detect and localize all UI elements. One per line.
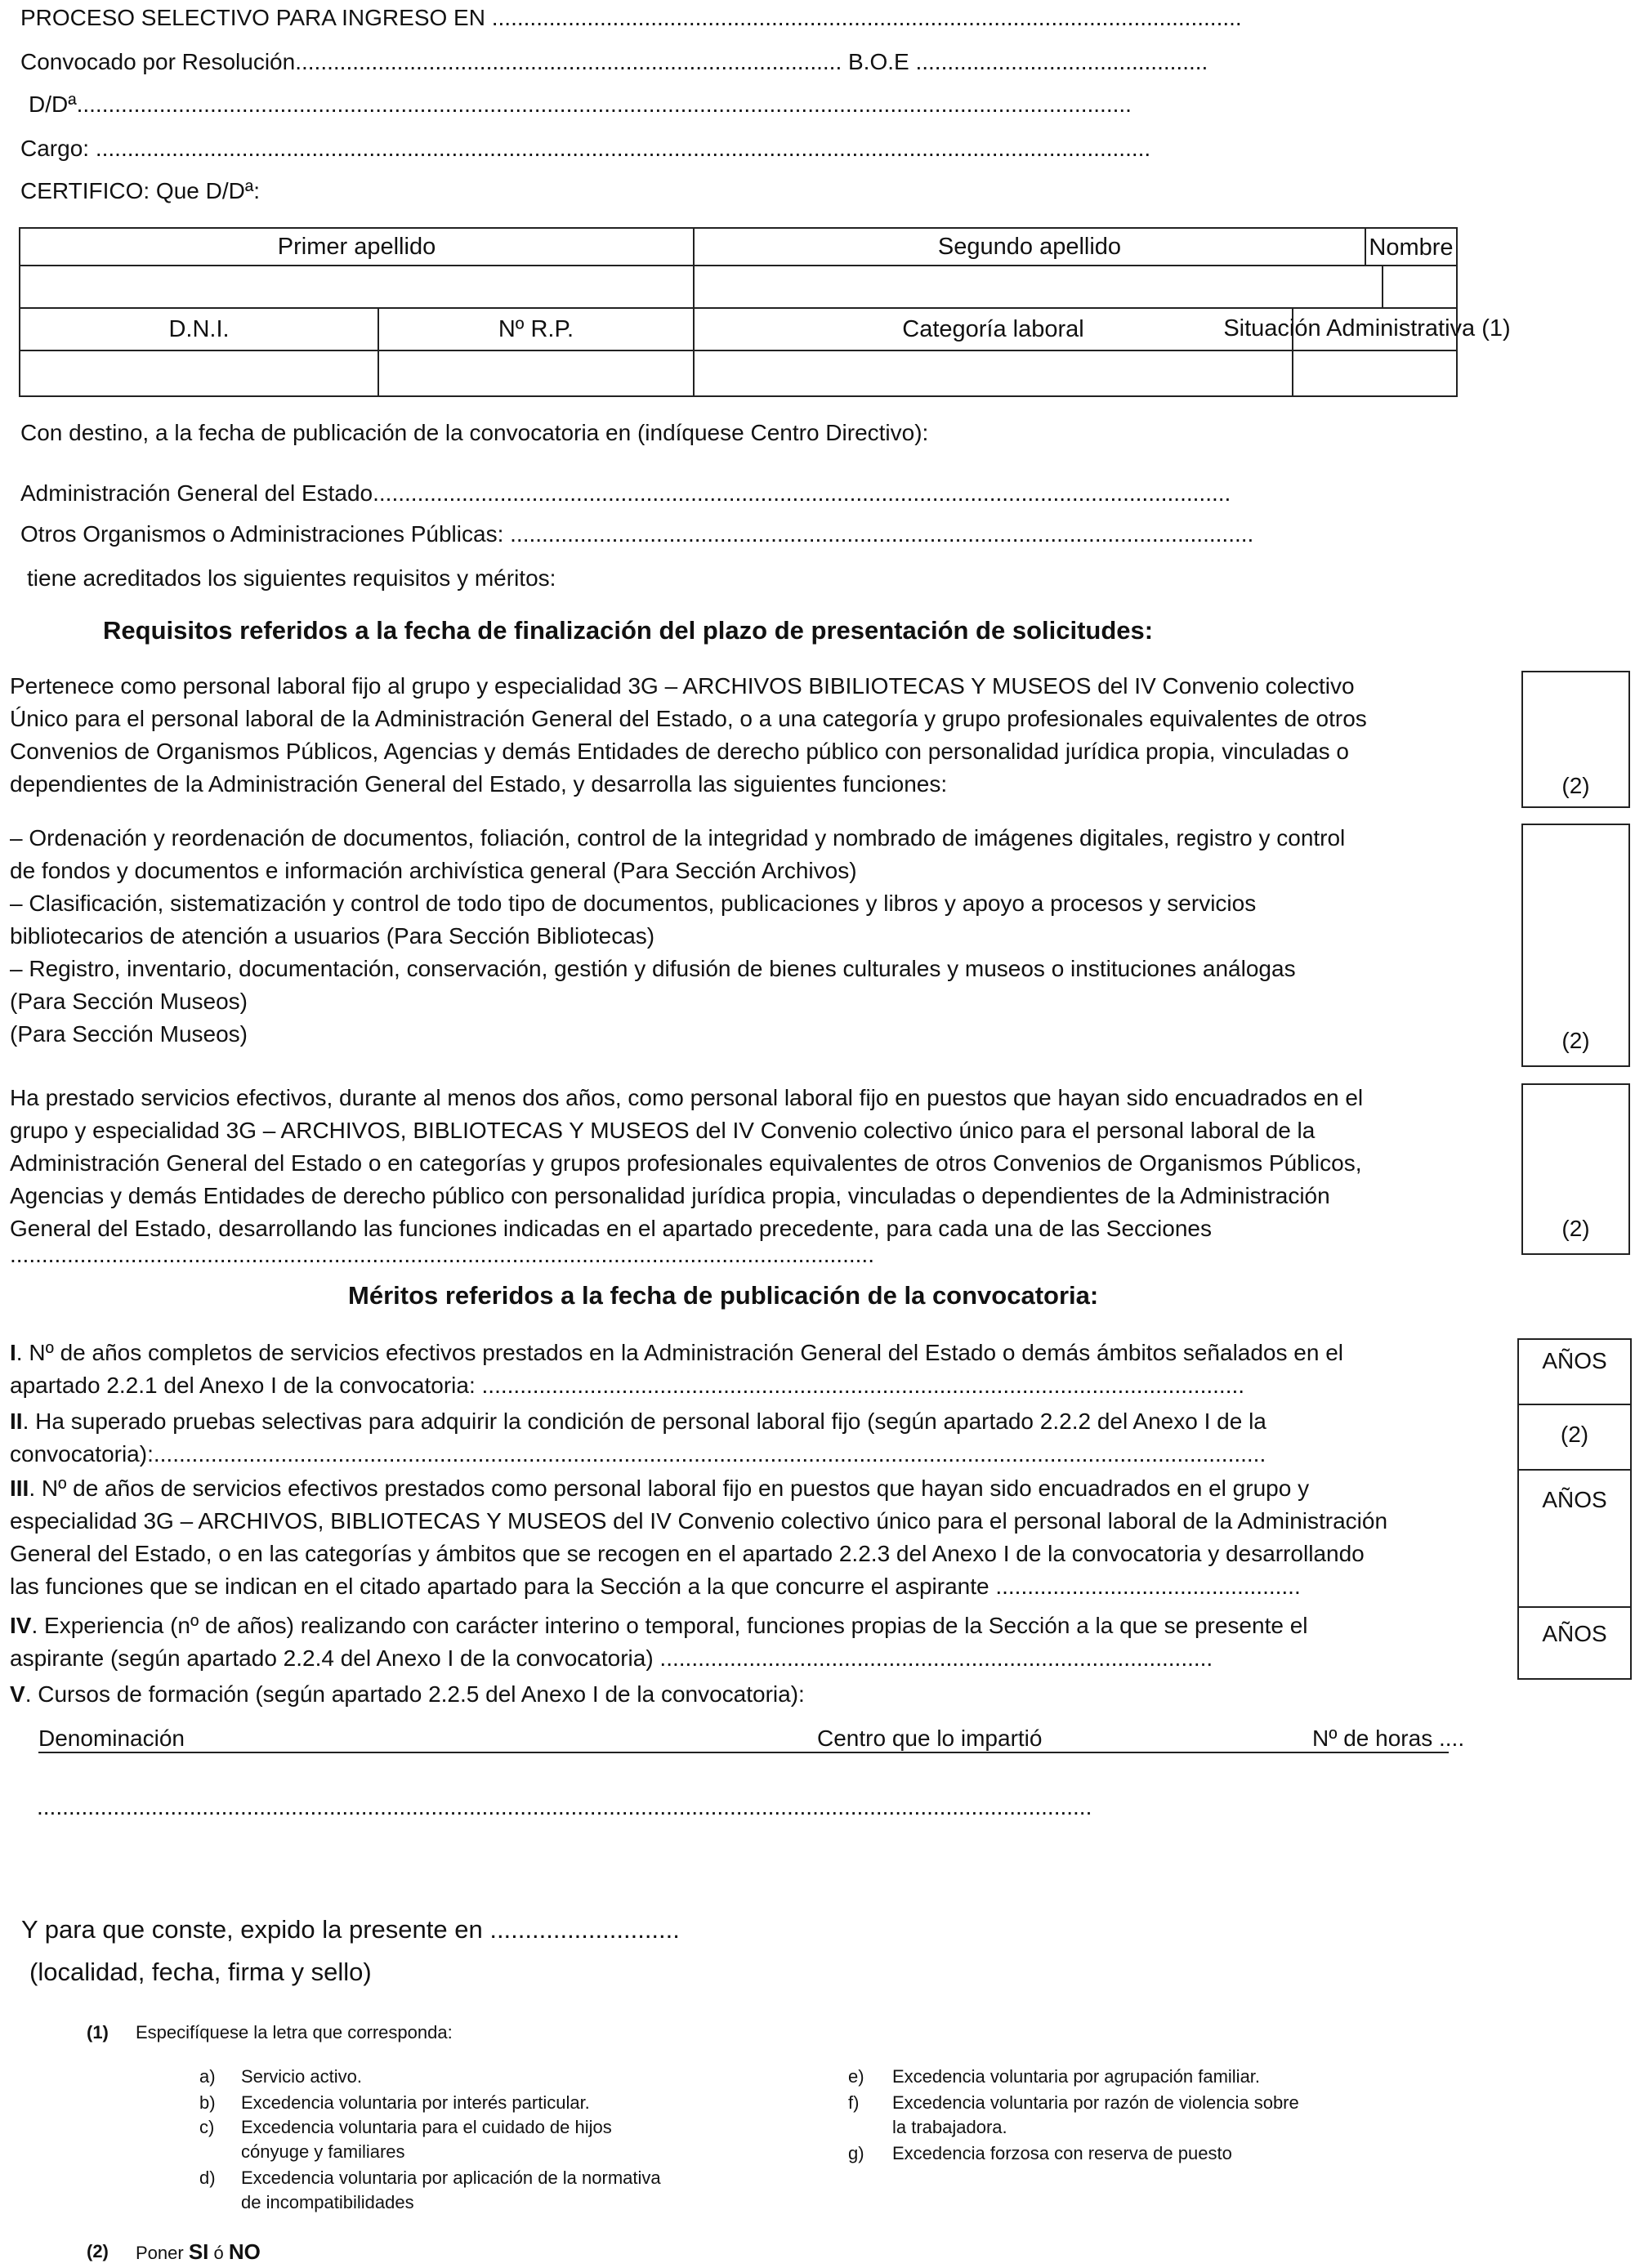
requisito-2-text: – Ordenación y reordenación de documentos, foliación, control de la integridad y nombrado de imágenes digitales, registro y control de fondos y documentos e información archivística general (Para Sección Archivos) – Clasificación, sistematización y control de todo tipo de documentos, publicaciones y libros y apoyo a procesos y servicios bibliotecarios de atención a usuarios (Para Sección Bibliotecas) – Registro, inventario, documentación, conservación, gestión y difusión de bienes culturales y museos o instituciones análogas (Para Sección Museos) (Para Sección Museos) bbox=[10, 825, 1346, 1047]
destino-age-line: Administración General del Estado....................................................................................................................................... bbox=[20, 480, 1231, 506]
nota-f-text-1: Excedencia voluntaria por razón de violencia sobre bbox=[892, 2092, 1299, 2113]
cargo-line: Cargo: ...................................................................................................................................................................... bbox=[20, 136, 1151, 161]
nota-d-text-1: Excedencia voluntaria por aplicación de la normativa bbox=[241, 2168, 661, 2188]
merito-v: V. Cursos de formación (según apartado 2.2.5 del Anexo I de la convocatoria): bbox=[10, 1681, 805, 1707]
nota-f-letter: f) bbox=[848, 2092, 860, 2113]
cursos-underline bbox=[38, 1752, 1449, 1753]
nota-g-letter: g) bbox=[848, 2143, 864, 2163]
field-nrp[interactable] bbox=[379, 351, 695, 395]
cursos-horas-header: Nº de horas .... bbox=[1312, 1726, 1465, 1751]
field-dni[interactable] bbox=[20, 351, 379, 395]
merito-i: I. Nº de años completos de servicios efectivos prestados en la Administración General del Estado o demás ámbitos señalados en el apartado 2.2.1 del Anexo I de la convocatoria: ........................................................................................................................ bbox=[10, 1340, 1344, 1398]
nota-c-text-2: cónyuge y familiares bbox=[241, 2141, 405, 2162]
cierre-line: Y para que conste, expido la presente en ........................... bbox=[21, 1915, 680, 1944]
header-primer-apellido: Primer apellido bbox=[20, 229, 695, 266]
nota-2-text: Poner SI ó NO bbox=[136, 2239, 261, 2264]
header-dni: D.N.I. bbox=[20, 309, 379, 351]
merito-iv: IV. Experiencia (nº de años) realizando con carácter interino o temporal, funciones propias de la Sección a la que se presente el aspirante (según apartado 2.2.4 del Anexo I de la convocatoria) ....................................................................................... bbox=[10, 1613, 1308, 1671]
requisito-1-text: Pertenece como personal laboral fijo al grupo y especialidad 3G – ARCHIVOS BIBILIOTECAS Y MUSEOS del IV Convenio colectivo Único para el personal laboral de la Administración General del Estado, o a una categoría y grupo profesionales equivalentes de otros Convenios de Organismos Públicos, Agencias y demás Entidades de derecho público con personalidad jurídica propia, vinculadas o dependientes de la Administración General del Estado, y desarrolla las siguientes funciones: bbox=[10, 673, 1367, 797]
field-segundo-apellido[interactable] bbox=[695, 266, 1383, 309]
field-nombre[interactable] bbox=[1383, 266, 1456, 309]
nota-d-text-2: de incompatibilidades bbox=[241, 2192, 414, 2212]
merito-iv-label: AÑOS bbox=[1542, 1621, 1607, 1646]
header-situacion-administrativa: Situación Administrativa (1) bbox=[1223, 315, 1511, 342]
requisitos-heading: Requisitos referidos a la fecha de finalización del plazo de presentación de solicitudes: bbox=[103, 616, 1154, 645]
merito-iii: III. Nº de años de servicios efectivos prestados como personal laboral fijo en puestos que hayan sido encuadrados en el grupo y especialidad 3G – ARCHIVOS, BIBLIOTECAS Y MUSEOS del IV Convenio colectivo único para el personal laboral de la Administración General del Estado, o en las categorías y ámbitos que se recogen en el apartado 2.2.3 del Anexo I de la convocatoria y desarrollando las funciones que se indican en el citado apartado para la Sección a la que concurre el aspirante ................................................ bbox=[10, 1476, 1388, 1599]
merito-i-num: I bbox=[10, 1340, 16, 1365]
dd-line: D/Dª...................................................................................................................................................................... bbox=[29, 92, 1132, 117]
nota-e-text: Excedencia voluntaria por agrupación familiar. bbox=[892, 2066, 1261, 2087]
nota-c-letter: c) bbox=[199, 2117, 215, 2137]
nota-f-text-2: la trabajadora. bbox=[892, 2117, 1007, 2137]
requisito-3-text: Ha prestado servicios efectivos, durante al menos dos años, como personal laboral fijo en puestos que hayan sido encuadrados en el grupo y especialidad 3G – ARCHIVOS, BIBLIOTECAS Y MUSEOS del IV Convenio colectivo único para el personal laboral de la Administración General del Estado o en categorías y grupos profesionales equivalentes de otros Convenios de Organismos Públicos, Agencias y demás Entidades de derecho público con personalidad jurídica propia, vinculadas o dependientes de la Administración General del Estado, desarrollando las funciones indicadas en el apartado precedente, para cada una de las Secciones ........................................................................................................................................ bbox=[10, 1085, 1364, 1267]
requisito-2-mark: (2) bbox=[1561, 1028, 1590, 1053]
merito-iii-label: AÑOS bbox=[1542, 1487, 1607, 1512]
acreditados-text: tiene acreditados los siguientes requisitos y méritos: bbox=[27, 565, 556, 591]
certifico-line: CERTIFICO: Que D/Dª: bbox=[20, 178, 261, 203]
merito-ii-label: (2) bbox=[1560, 1422, 1589, 1447]
cierre-localidad: (localidad, fecha, firma y sello) bbox=[29, 1958, 372, 1986]
merito-i-label: AÑOS bbox=[1542, 1348, 1607, 1373]
nota-a-text: Servicio activo. bbox=[241, 2066, 362, 2087]
cursos-dots-line: ...................................................................................................................................................................... bbox=[37, 1794, 1092, 1819]
header-segundo-apellido: Segundo apellido bbox=[695, 229, 1366, 266]
nota-g-text: Excedencia forzosa con reserva de puesto bbox=[892, 2143, 1232, 2163]
merito-iv-num: IV bbox=[10, 1613, 32, 1638]
nota-c-text-1: Excedencia voluntaria para el cuidado de hijos bbox=[241, 2117, 612, 2137]
header-nrp: Nº R.P. bbox=[379, 309, 695, 351]
merito-ii: II. Ha superado pruebas selectivas para adquirir la condición de personal laboral fijo (según apartado 2.2.2 del Anexo I de la convocatoria):............................................................................................................................................................................... bbox=[10, 1409, 1266, 1467]
nota-d-letter: d) bbox=[199, 2168, 216, 2188]
convocado-line: Convocado por Resolución...................................................................................... B.O.E .............................................. bbox=[20, 49, 1208, 74]
field-situacion-administrativa[interactable] bbox=[1293, 351, 1456, 395]
destino-intro: Con destino, a la fecha de publicación de la convocatoria en (indíquese Centro Directivo): bbox=[20, 420, 929, 445]
nota-b-text: Excedencia voluntaria por interés particular. bbox=[241, 2092, 590, 2113]
nota-a-letter: a) bbox=[199, 2066, 216, 2087]
requisito-1-mark: (2) bbox=[1561, 773, 1590, 798]
cursos-centro-header: Centro que lo impartió bbox=[817, 1726, 1043, 1751]
merito-iii-num: III bbox=[10, 1476, 29, 1501]
merito-v-num: V bbox=[10, 1681, 25, 1707]
nota-2-num: (2) bbox=[87, 2241, 109, 2261]
destino-otros-line: Otros Organismos o Administraciones Públicas: ..................................................................................................................... bbox=[20, 521, 1254, 547]
field-primer-apellido[interactable] bbox=[20, 266, 695, 309]
nota-e-letter: e) bbox=[848, 2066, 864, 2087]
nota-1-text: Especifíquese la letra que corresponda: bbox=[136, 2022, 453, 2043]
proceso-line: PROCESO SELECTIVO PARA INGRESO EN ...................................................................................................................... bbox=[20, 5, 1242, 30]
identification-table bbox=[19, 227, 1511, 397]
header-nombre: Nombre bbox=[1369, 234, 1454, 261]
nota-b-letter: b) bbox=[199, 2092, 216, 2113]
requisito-3-mark: (2) bbox=[1561, 1216, 1590, 1241]
header-categoria-laboral: Categoría laboral bbox=[695, 309, 1293, 351]
meritos-heading: Méritos referidos a la fecha de publicación de la convocatoria: bbox=[348, 1281, 1099, 1310]
field-categoria-laboral[interactable] bbox=[695, 351, 1293, 395]
merito-ii-num: II bbox=[10, 1409, 23, 1434]
cursos-denominacion-header: Denominación bbox=[38, 1726, 185, 1751]
nota-1-num: (1) bbox=[87, 2022, 109, 2043]
